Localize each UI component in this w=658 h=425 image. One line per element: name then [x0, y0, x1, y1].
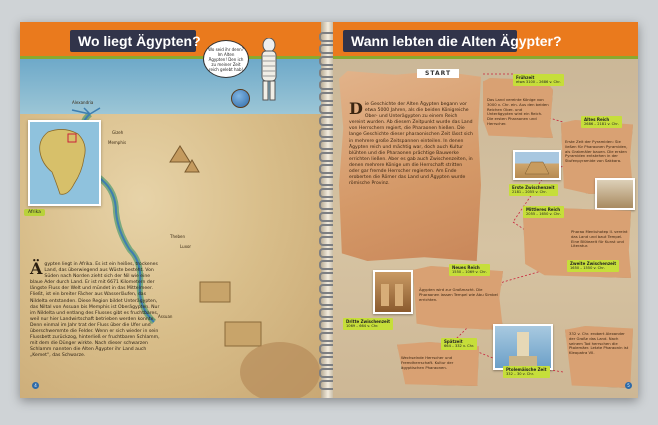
- era-date: 332 – 30 v. Chr.: [506, 372, 534, 376]
- globe-icon: [231, 89, 250, 108]
- left-page-title: Wo liegt Ägypten?: [70, 30, 196, 52]
- era-label-altes-reich: [581, 116, 622, 128]
- era-label-neues-reich: [449, 264, 490, 276]
- era-label-fruehzeit: [513, 74, 564, 86]
- era-date: 2055 – 1650 v. Chr.: [526, 212, 561, 216]
- era-date: 1550 – 1069 v. Chr.: [452, 270, 487, 274]
- city-label: Luxor: [180, 244, 192, 249]
- page-number-right: 5: [625, 382, 632, 389]
- era-name: Ptolemäische Zeit: [506, 367, 547, 372]
- era-label-spaetzeit: [441, 338, 477, 350]
- era-name: Neues Reich: [452, 265, 480, 270]
- era-date: 2181 – 2055 v. Chr.: [512, 190, 547, 194]
- city-label: Alexandria: [72, 100, 94, 105]
- abu-simbel-photo: [373, 270, 413, 314]
- era-label-erste-zwischenzeit: [509, 184, 558, 196]
- mummy-character-icon: [258, 38, 280, 102]
- era-name: Altes Reich: [584, 117, 610, 122]
- city-label: Theben: [170, 234, 185, 239]
- era-date: 2686 – 2181 v. Chr.: [584, 122, 619, 126]
- era-label-dritte-zwischenzeit: [343, 318, 393, 330]
- city-label: Gizeh: [112, 130, 124, 135]
- era-note-middle: Pharao Mentuhotep II. vereint das Land und baut Tempel. Eine Blütezeit für Kunst und Literatur.: [571, 229, 628, 249]
- right-paragraph: ie Geschichte der Alten Ägypten begann vor etwa 5000 Jahren, als die beiden Königreiche Ober- und Unterägypten zu einem Reich vereint wurden. Ab diesem Zeitpunkt wurde das Land von Herrschern regiert, die Pharaonen hießen. Die lange Geschichte dieser pharaonischen Zeit lässt sich in mehrere große Zeitspannen einteilen. In denen Ägypten reich und mächtig war, doch auch Kultur blühten und die Pharaonen prächtige Bauwerke errichten ließen. Aber es gab auch Zwischenzeiten, in denen mehrere Könige um die Herrschaft stritten oder gar fremde Herrscher regierten. Am Ende eroberten die Römer das Land und Ägypten wurde römische Provinz.: [349, 102, 473, 187]
- city-label: Memphis: [108, 140, 127, 145]
- africa-continent-icon: [30, 122, 99, 204]
- era-date: 664 – 332 v. Chr.: [444, 344, 475, 348]
- lighthouse-photo: [493, 324, 553, 370]
- era-name: Zweite Zwischenzeit: [570, 261, 617, 266]
- era-note-old: Erste Zeit der Pyramiden: Sie ließen für Pharaonen Pyramiden, als Grabmäler bauen. Die ersten Pyramiden entstehen in der Stufenpyramide von Sakkara.: [565, 139, 628, 164]
- era-name: Mittleres Reich: [526, 207, 561, 212]
- era-note-new: Ägypten wird zur Großmacht. Die Pharaonen lassen Tempel wie Abu Simbel errichten.: [419, 287, 498, 302]
- era-note-early: Das Land vereinte Könige von 3000 v. Chr. ein. Aus den beiden Reichen Ober- und Unterägypten wird ein Reich. Die ersten Pharaonen und Herrscher.: [487, 97, 549, 126]
- drop-cap: D: [349, 99, 363, 118]
- page-number-left: 4: [32, 382, 39, 389]
- drop-cap: Ä: [30, 259, 43, 278]
- era-name: Erste Zwischenzeit: [512, 185, 555, 190]
- step-pyramid-photo: [513, 150, 561, 180]
- statue-photo: [595, 178, 635, 210]
- left-body-text: [30, 259, 162, 360]
- era-label-zweite-zwischenzeit: [567, 260, 619, 272]
- era-label-ptolemaeische-zeit: [503, 366, 550, 378]
- right-page: [333, 22, 638, 398]
- era-name: Spätzeit: [444, 339, 463, 344]
- left-paragraph: gypten liegt in Afrika. Es ist ein heißes, trockenes Land, das überwiegend aus Wüste besteht. Von Süden nach Norden zieht sich der Nil wie eine blaue Ader durch Land. Er ist mit 6671 Kilometern der längste Fluss der Welt und mündet in das Mittelmeer. Fließt, ist ein breiter Fächer aus Wasserläufen, das Nildelta entstanden. Diese Region bildet Unterägypten, das Niltal von Assuan bis Memphis ist Oberägypten. Nur im Nildelta und entlang des Flusses gibt es fruchtbares, weil nur hier Landwirtschaft betrieben werden konnte. Denn einmal im Jahr trat der Fluss über die Ufer und überschwemmte die Felder. Wenn er sich wieder in sein Flussbett zurückzog, hinterließ er fruchtbaren Schlamm, mit dem die Dünger wirkte. Nach dieser schwarzen Schlamm nannten die Alten Ägypter ihr Land auch „Kemet“, das Schwarze.: [30, 262, 160, 359]
- left-page: [20, 22, 323, 398]
- era-date: 1650 – 1550 v. Chr.: [570, 266, 605, 270]
- africa-inset-map: [28, 120, 101, 206]
- right-page-title: Wann lebten die Alten Ägypter?: [343, 30, 517, 52]
- city-label: Assuan: [158, 314, 173, 319]
- era-label-mittleres-reich: [523, 206, 564, 218]
- africa-label: Afrika: [24, 209, 45, 216]
- era-note-ptolemaic: 332 v. Chr. erobert Alexander der Große das Land. Nach seinem Tod herrschen die Ptolemäer. Letzte Pharaonin ist Kleopatra VII.: [569, 331, 629, 356]
- era-name: Frühzeit: [516, 75, 535, 80]
- era-note-late: Wechselnde Herrscher und Fremdherrschaft. Kultur der ägyptischen Pharaonen.: [401, 355, 454, 370]
- start-label: START: [417, 69, 459, 78]
- era-name: Dritte Zwischenzeit: [346, 319, 391, 324]
- era-date: 1069 – 664 v. Chr.: [346, 324, 379, 328]
- speech-bubble: Wo seid ihr denn? Im Alten Ägypten! Den ich zu meiner Zeit reich gelebt hab!: [203, 40, 249, 78]
- era-date: etwa 3100 – 2686 v. Chr.: [516, 80, 561, 84]
